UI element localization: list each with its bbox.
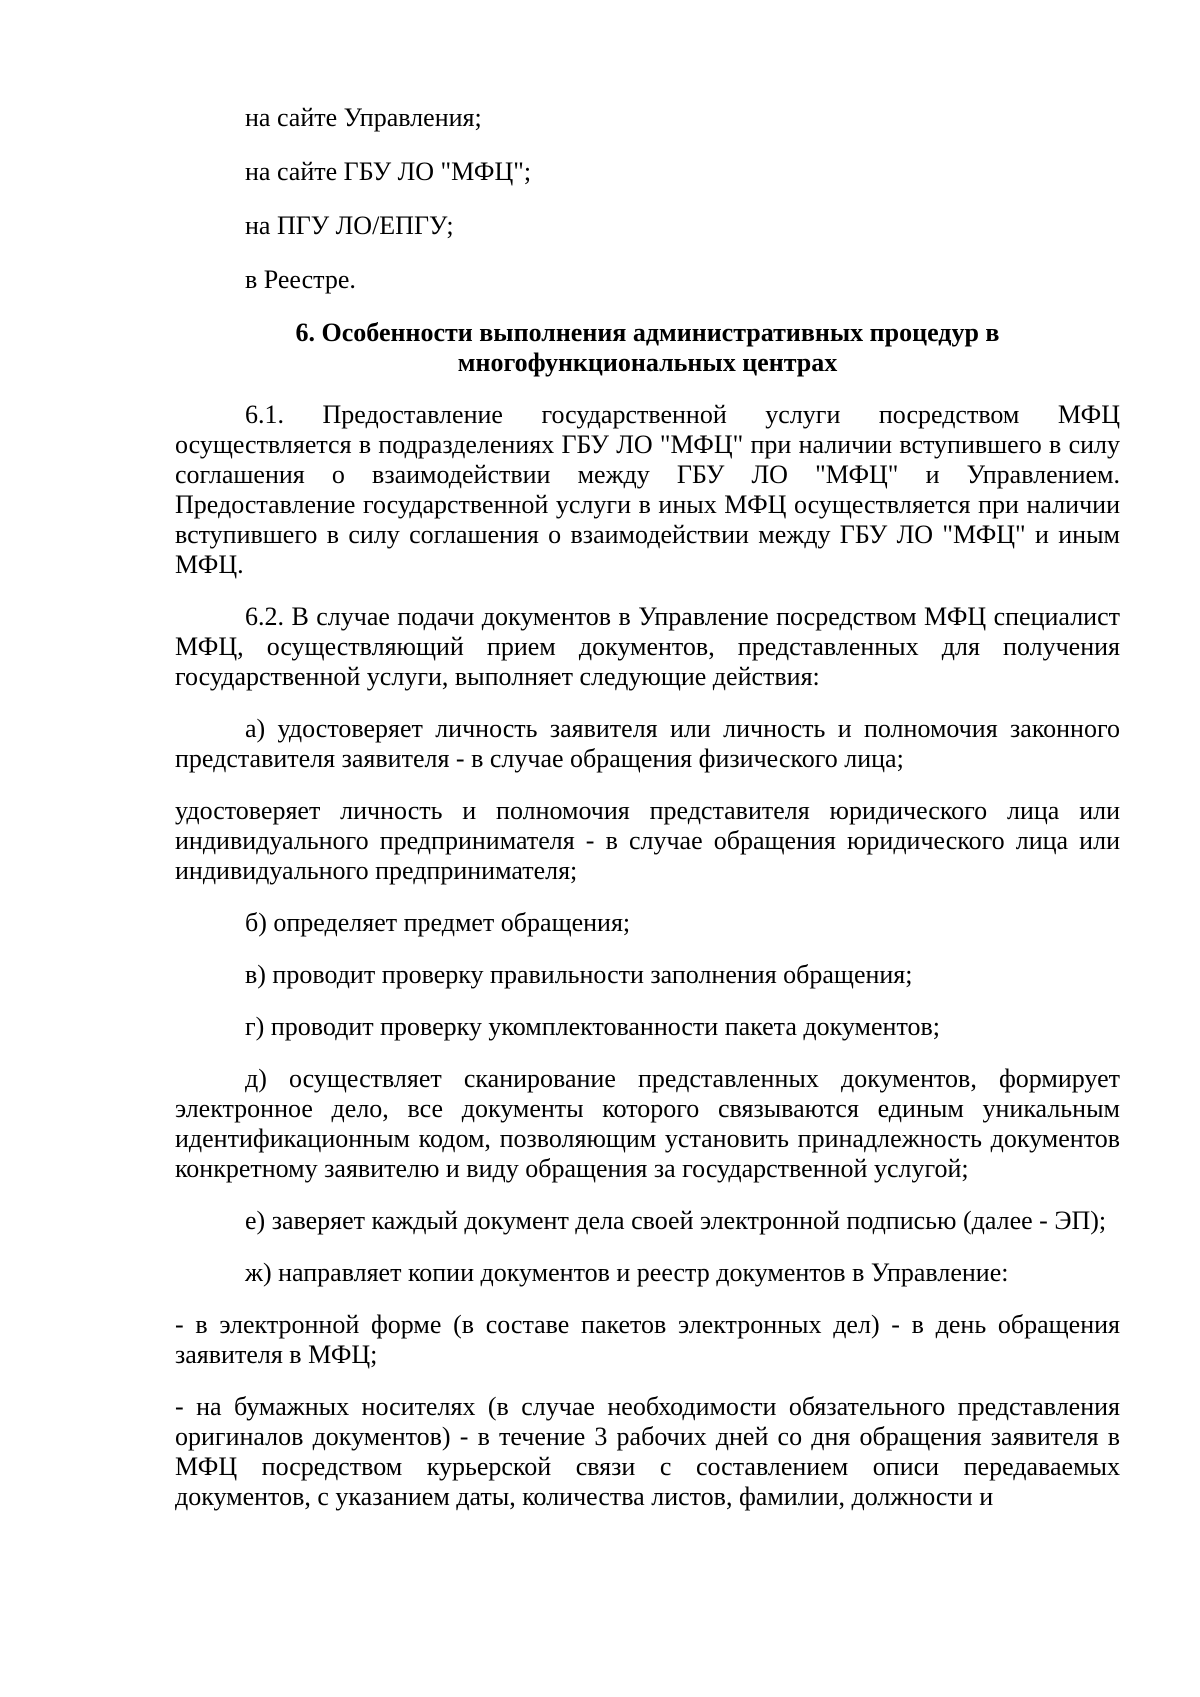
item-d: д) осуществляет сканирование представленных документов, формирует электронное дело, все документы которого связываются единым уникальным идентификационным кодом, позволяющим установить принадлежность документов конкретному заявителю и виду обращения за государственной услугой; [175,1064,1120,1183]
item-v: в) проводит проверку правильности заполнения обращения; [245,960,913,989]
section-heading [175,318,1120,378]
list-item-reestr: в Реестре. [245,265,356,294]
list-item-site-upravleniya: на сайте Управления; [245,103,482,132]
item-b: б) определяет предмет обращения; [245,908,631,937]
item-g: г) проводит проверку укомплектованности пакета документов; [245,1012,940,1041]
section-heading-line-1: 6. Особенности выполнения административных процедур в [295,318,1000,347]
item-a: а) удостоверяет личность заявителя или личность и полномочия законного представителя заявителя - в случае обращения физического лица; [175,714,1120,773]
list-item-pgu: на ПГУ ЛО/ЕПГУ; [245,211,454,240]
item-e: е) заверяет каждый документ дела своей электронной подписью (далее - ЭП); [245,1206,1107,1235]
paragraph-6-1: 6.1. Предоставление государственной услуги посредством МФЦ осуществляется в подразделениях ГБУ ЛО "МФЦ" при наличии вступившего в силу соглашения о взаимодействии между ГБУ ЛО "МФЦ" и Управлением. Предоставление государственной услуги в иных МФЦ осуществляется при наличии вступившего в силу соглашения о взаимодействии между ГБУ ЛО "МФЦ" и иным МФЦ. [175,400,1120,579]
item-zh: ж) направляет копии документов и реестр документов в Управление: [245,1258,1009,1287]
item-a-continuation: удостоверяет личность и полномочия представителя юридического лица или индивидуального предпринимателя - в случае обращения юридического лица или индивидуального предпринимателя; [175,796,1120,885]
section-heading-line-2: многофункциональных центрах [457,348,838,377]
paragraph-6-2: 6.2. В случае подачи документов в Управление посредством МФЦ специалист МФЦ, осуществляющий прием документов, представленных для получения государственной услуги, выполняет следующие действия: [175,602,1120,691]
dash-item-paper: - на бумажных носителях (в случае необходимости обязательного представления оригиналов документов) - в течение 3 рабочих дней со дня обращения заявителя в МФЦ посредством курьерской связи с составлением описи передаваемых документов, с указанием даты, количества листов, фамилии, должности и [175,1392,1120,1511]
list-item-site-mfc: на сайте ГБУ ЛО "МФЦ"; [245,157,532,186]
dash-item-electronic: - в электронной форме (в составе пакетов электронных дел) - в день обращения заявителя в МФЦ; [175,1310,1120,1369]
